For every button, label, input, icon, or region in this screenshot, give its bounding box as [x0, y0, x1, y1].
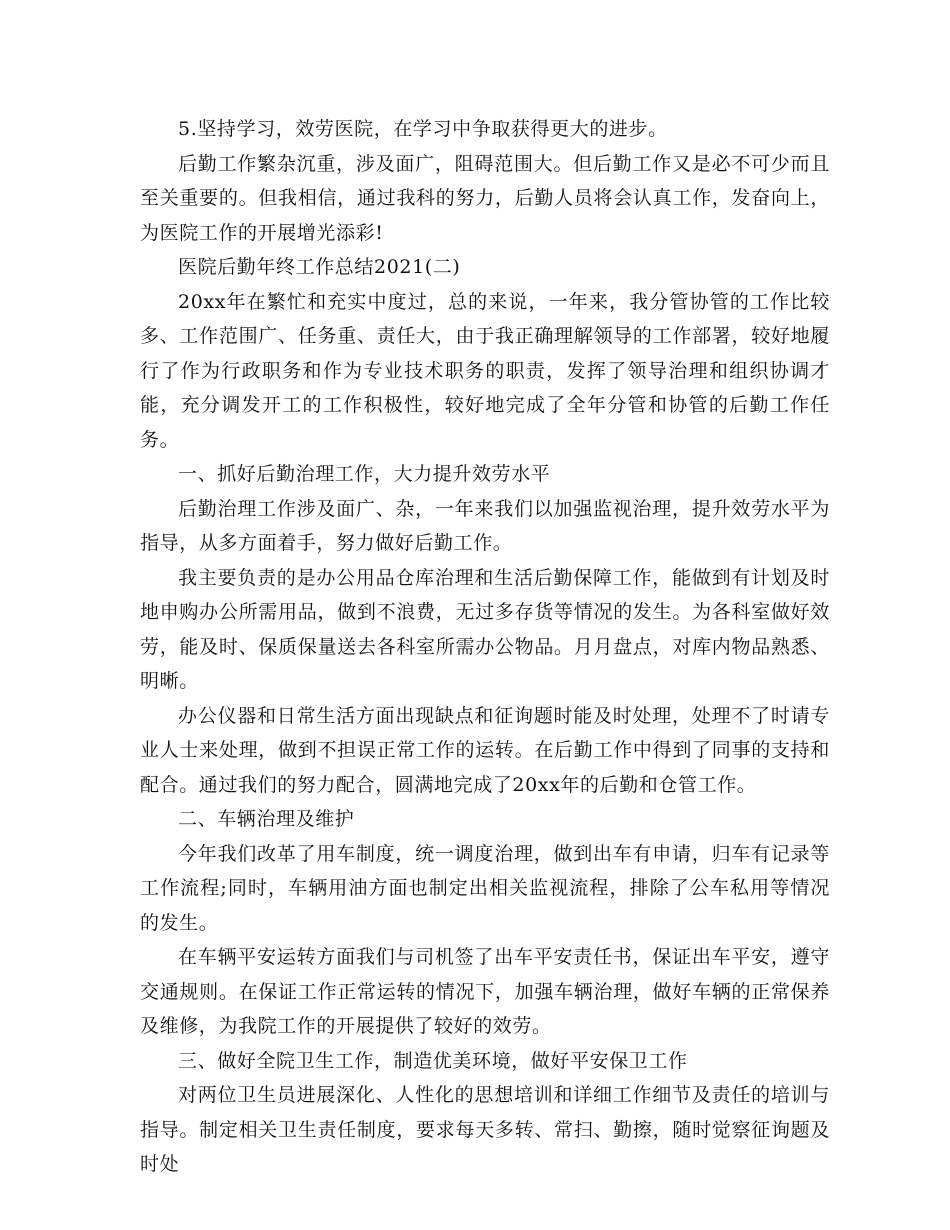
paragraph-management-scope: 后勤治理工作涉及面广、杂，一年来我们以加强监视治理，提升效劳水平为指导，从多方面着手，努力做好后勤工作。	[140, 497, 830, 554]
heading-logistics-management: 一、抓好后勤治理工作，大力提升效劳水平	[178, 463, 551, 485]
paragraph-hygiene-training: 对两位卫生员进展深化、人性化的思想培训和详细工作细节及责任的培训与指导。制定相关卫生责任制度，要求每天多转、常扫、勤擦，随时觉察征询题及时处	[140, 1084, 830, 1175]
document-body	[140, 112, 830, 1182]
paragraph-logistics-summary: 后勤工作繁杂沉重，涉及面广，阻碍范围大。但后勤工作又是必不可少而且至关重要的。但我相信，通过我科的努力，后勤人员将会认真工作，发奋向上，为医院工作的开展增光添彩!	[140, 152, 830, 244]
paragraph-office-supplies: 我主要负责的是办公用品仓库治理和生活后勤保障工作，能做到有计划及时地申购办公所需用品，做到不浪费，无过多存货等情况的发生。为各科室做好效劳，能及时、保质保量送去各科室所需办公物品。月月盘点，对库内物品熟悉、明晰。	[140, 566, 830, 692]
paragraph-vehicle-safety: 在车辆平安运转方面我们与司机签了出车平安责任书，保证出车平安，遵守交通规则。在保证工作正常运转的情况下，加强车辆治理，做好车辆的正常保养及维修，为我院工作的开展提供了较好的效劳。	[140, 946, 830, 1037]
paragraph-year-overview: 20xx年在繁忙和充实中度过，总的来说，一年来，我分管协管的工作比较多、工作范围广、任务重、责任大，由于我正确理解领导的工作部署，较好地履行了作为行政职务和作为专业技术职务的职责，发挥了领导治理和组织协调才能，充分调发开工的工作积极性，较好地完成了全年分管和协管的后勤工作任务。	[140, 290, 830, 451]
paragraph-vehicle-reform: 今年我们改革了用车制度，统一调度治理，做到出车有申请，归车有记录等工作流程;同时，车辆用油方面也制定出相关监视流程，排除了公车私用等情况的发生。	[140, 842, 830, 934]
section-title: 医院后勤年终工作总结2021(二)	[178, 256, 461, 278]
paragraph-study: 5.坚持学习，效劳医院，在学习中争取获得更大的进步。	[178, 118, 668, 140]
heading-vehicle-management: 二、车辆治理及维护	[178, 808, 355, 830]
paragraph-equipment-maintenance: 办公仪器和日常生活方面出现缺点和征询题时能及时处理，处理不了时请专业人士来处理，做到不担误正常工作的运转。在后勤工作中得到了同事的支持和配合。通过我们的努力配合，圆满地完成了20xx年的后勤和仓管工作。	[140, 704, 830, 796]
heading-hygiene-security: 三、做好全院卫生工作，制造优美环境，做好平安保卫工作	[178, 1049, 688, 1072]
